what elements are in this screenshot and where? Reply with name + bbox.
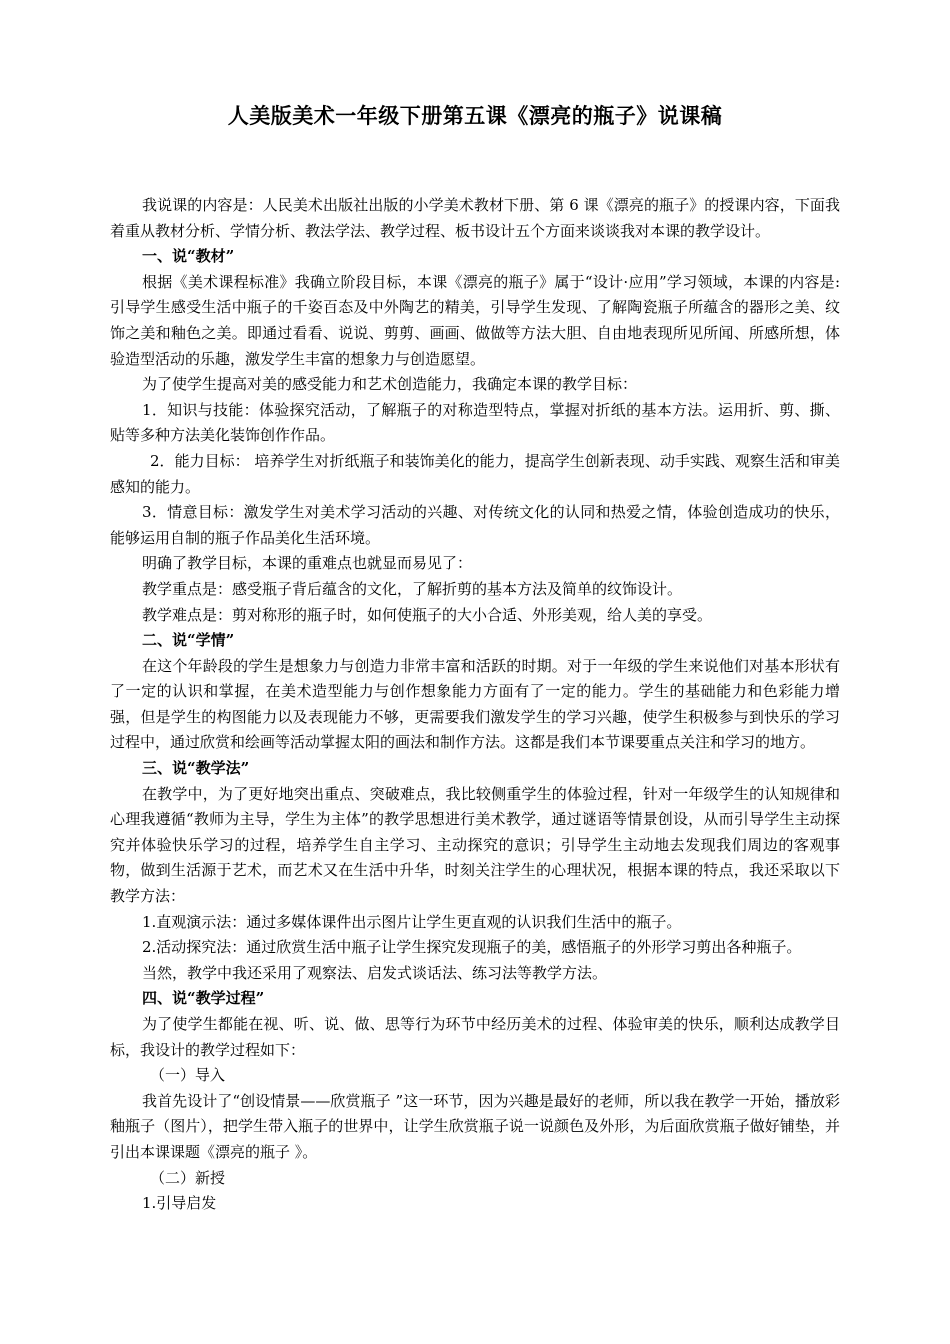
- paragraph: 为了使学生都能在视、听、说、做、思等行为环节中经历美术的过程、体验审美的快乐，顺利达成教学目标，我设计的教学过程如下：: [110, 1015, 840, 1059]
- method-exploration: 2.活动探究法：通过欣赏生活中瓶子让学生探究发现瓶子的美，感悟瓶子的外形学习剪出各种瓶子。: [142, 938, 802, 957]
- subheading-guidance: 1.引导启发: [142, 1194, 217, 1213]
- method-demonstration: 1.直观演示法：通过多媒体课件出示图片让学生更直观的认识我们生活中的瓶子。: [142, 912, 682, 931]
- document-page: [110, 100, 840, 1217]
- paragraph: 为了使学生提高对美的感受能力和艺术创造能力，我确定本课的教学目标：: [142, 375, 638, 394]
- paragraph: 明确了教学目标，本课的重难点也就显而易见了：: [142, 554, 473, 573]
- goal-knowledge: 1．知识与技能：体验探究活动，了解瓶子的对称造型特点，掌握对折纸的基本方法。运用折、剪、撕、贴等多种方法美化装饰创作作品。: [110, 400, 840, 445]
- paragraph: 我首先设计了“创设情景——欣赏瓶子 ”这一环节，因为兴趣是最好的老师，所以我在教学一开始，播放彩釉瓶子（图片），把学生带入瓶子的世界中，让学生欣赏瓶子说一说颜色及外形，为后面欣赏瓶子做好铺垫，并引出本课课题《漂亮的瓶子 》。: [110, 1091, 840, 1161]
- paragraph: 在这个年龄段的学生是想象力与创造力非常丰富和活跃的时期。对于一年级的学生来说他们对基本形状有了一定的认识和掌握，在美术造型能力与创作想象能力方面有了一定的能力。学生的基础能力和色彩能力增强，但是学生的构图能力以及表现能力不够，更需要我们激发学生的学习兴趣，使学生积极参与到快乐的学习过程中，通过欣赏和绘画等活动掌握太阳的画法和制作方法。这都是我们本节课要重点关注和学习的地方。: [110, 656, 840, 752]
- teaching-difficulty: 教学难点是：剪对称形的瓶子时，如何使瓶子的大小合适、外形美观，给人美的享受。: [142, 605, 713, 624]
- section-heading-textbook: 一、说“教材”: [142, 247, 235, 266]
- page-title: 人美版美术一年级下册第五课《漂亮的瓶子》说课稿: [227, 103, 723, 128]
- section-heading-methods: 三、说“教学法”: [142, 759, 250, 778]
- goal-emotion: 3．情意目标：激发学生对美术学习活动的兴趣、对传统文化的认同和热爱之情，体验创造成功的快乐，能够运用自制的瓶子作品美化生活环境。: [110, 503, 840, 547]
- subheading-intro: （一）导入: [150, 1066, 226, 1085]
- teaching-key-point: 教学重点是：感受瓶子背后蕴含的文化，了解折剪的基本方法及简单的纹饰设计。: [142, 579, 683, 598]
- paragraph: 当然，教学中我还采用了观察法、启发式谈话法、练习法等教学方法。: [142, 963, 608, 982]
- intro-paragraph: 我说课的内容是：人民美术出版社出版的小学美术教材下册、第 6 课《漂亮的瓶子》的授课内容，下面我着重从教材分析、学情分析、教法学法、教学过程、板书设计五个方面来谈谈我对本课的教学设计。: [110, 196, 840, 240]
- paragraph: 在教学中，为了更好地突出重点、突破难点，我比较侧重学生的体验过程，针对一年级学生的认知规律和心理我遵循“教师为主导，学生为主体”的教学思想进行美术教学，通过谜语等情景创设，从而引导学生主动探究并体验快乐学习的过程，培养学生自主学习、主动探究的意识；引导学生主动地去发现我们周边的客观事物，做到生活源于艺术，而艺术又在生活中升华，时刻关注学生的心理状况，根据本课的特点，我还采取以下教学方法：: [110, 784, 840, 906]
- section-heading-process: 四、说“教学过程”: [142, 989, 265, 1008]
- goal-ability: 2．能力目标： 培养学生对折纸瓶子和装饰美化的能力，提高学生创新表现、动手实践、观察生活和审美感知的能力。: [110, 451, 840, 496]
- paragraph: 根据《美术课程标准》我确立阶段目标，本课《漂亮的瓶子》属于“设计·应用”学习领域，本课的内容是:引导学生感受生活中瓶子的千姿百态及中外陶艺的精美，引导学生发现、了解陶瓷瓶子所蕴含的器形之美、纹饰之美和釉色之美。即通过看看、说说、剪剪、画画、做做等方法大胆、自由地表现所见所闻、所感所想，体验造型活动的乐趣，激发学生丰富的想象力与创造愿望。: [110, 272, 840, 368]
- subheading-new-lesson: （二）新授: [150, 1168, 226, 1187]
- section-heading-students: 二、说“学情”: [142, 631, 235, 650]
